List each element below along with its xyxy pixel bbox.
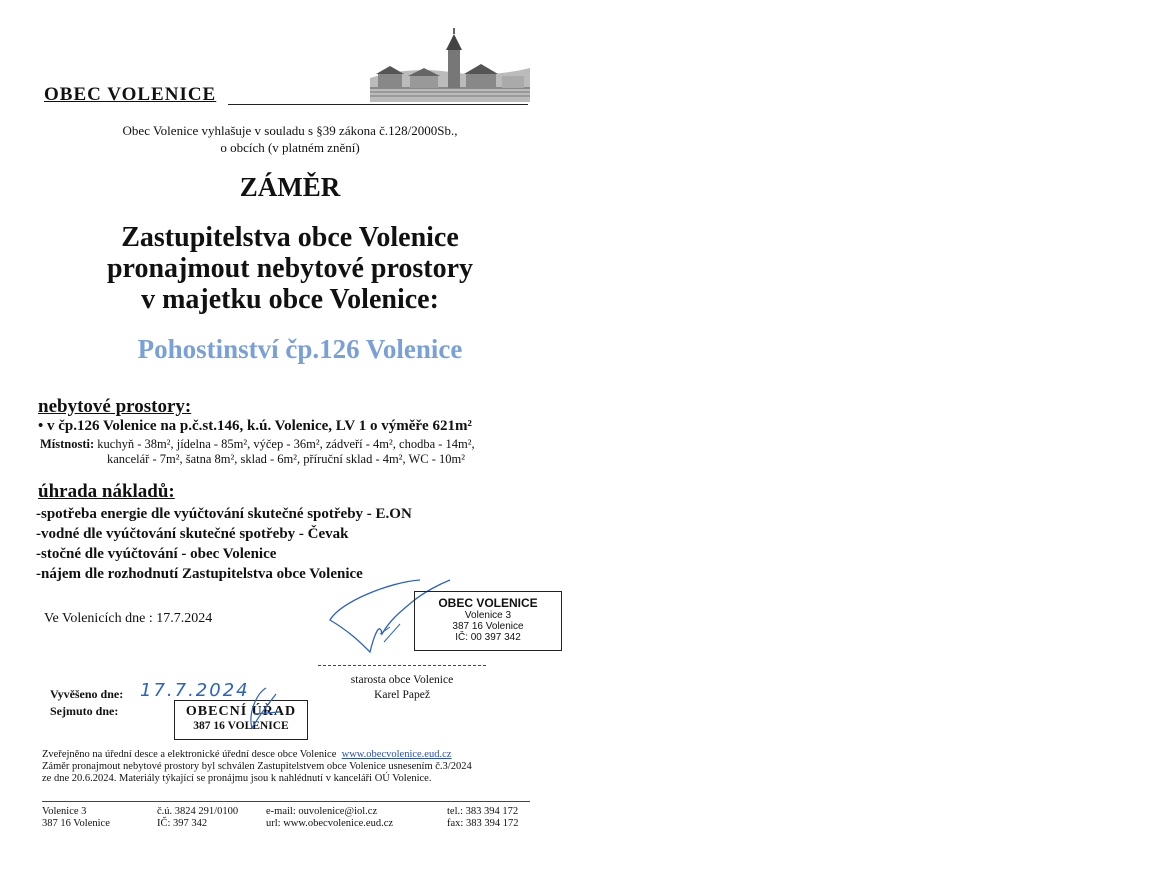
rooms-line-1: kuchyň - 38m², jídelna - 85m², výčep - 36m², zádveří - 4m², chodba - 14m²,	[97, 437, 475, 451]
footer-address	[42, 806, 110, 830]
intro-line-1: Obec Volenice vyhlašuje v souladu s §39 zákona č.128/2000Sb.,	[122, 123, 458, 138]
document-title: ZÁMĚR	[239, 172, 341, 202]
stamp-line-3: 387 16 Volenice	[452, 621, 524, 632]
spaces-heading: nebytové prostory:	[38, 396, 192, 417]
signature-initials	[236, 684, 286, 736]
notice-line-2: Záměr pronajmout nebytové prostory byl schválen Zastupitelstvem obce Volenice usnesením č.3/2024	[42, 761, 472, 772]
signatory-block	[318, 673, 486, 703]
footer-acct-1: č.ú. 3824 291/0100	[157, 806, 239, 817]
cost-item: -spotřeba energie dle vyúčtování skutečné spotřeby - E.ON	[36, 506, 412, 522]
cost-item: -stočné dle vyúčtování - obec Volenice	[36, 546, 277, 562]
footer-email: e-mail: ouvolenice@iol.cz	[266, 806, 378, 817]
office-stamp-line-2: 387 16 VOLENICE	[193, 720, 289, 732]
notice-line-1: Zveřejněno na úřední desce a elektronické úřední desce obce Volenice	[42, 749, 337, 760]
property-name: Pohostinství čp.126 Volenice	[137, 334, 463, 364]
footer-rule	[42, 801, 530, 802]
subtitle-line-1: Zastupitelstva obce Volenice	[121, 222, 459, 253]
rooms-list	[40, 437, 600, 467]
footer-acct-2: IČ: 397 342	[157, 818, 208, 829]
signatory-name: Karel Papež	[374, 689, 430, 701]
removed-label: Sejmuto dne:	[50, 704, 119, 718]
posted-label: Vyvěšeno dne:	[50, 687, 124, 701]
cost-item: -nájem dle rozhodnutí Zastupitelstva obce Volenice	[36, 566, 363, 582]
signature-line	[318, 665, 486, 666]
date-line: Ve Volenicích dne : 17.7.2024	[44, 611, 213, 626]
document-subtitle	[0, 222, 580, 315]
posted-date-handwritten: 17.7.2024	[140, 680, 250, 701]
village-church-illustration	[370, 28, 530, 102]
intro-line-2: o obcích (v platném znění)	[220, 140, 360, 155]
footer-addr-1: Volenice 3	[42, 806, 87, 817]
costs-heading: úhrada nákladů:	[38, 481, 175, 502]
rooms-label: Místnosti:	[40, 437, 95, 451]
rooms-line-2: kancelář - 7m², šatna 8m², sklad - 6m², příruční sklad - 4m², WC - 10m²	[107, 452, 466, 466]
publication-notice	[42, 749, 562, 785]
footer-phone	[447, 806, 518, 830]
footer-fax: fax: 383 394 172	[447, 818, 519, 829]
subtitle-line-3: v majetku obce Volenice:	[141, 284, 439, 315]
notice-line-3: ze dne 20.6.2024. Materiály týkající se pronájmu jsou k nahlédnutí v kanceláři OÚ Volenice.	[42, 773, 432, 784]
footer-account	[157, 806, 238, 830]
footer-contact	[266, 806, 393, 830]
org-name: OBEC VOLENICE	[44, 84, 217, 105]
municipal-stamp	[414, 591, 562, 651]
signatory-role: starosta obce Volenice	[350, 674, 454, 686]
footer-url: url: www.obecvolenice.eud.cz	[266, 818, 394, 829]
cost-item: -vodné dle vyúčtování skutečné spotřeby - Čevak	[36, 526, 349, 542]
spaces-bullet: • v čp.126 Volenice na p.č.st.146, k.ú. Volenice, LV 1 o výměře 621m²	[38, 418, 472, 434]
footer-addr-2: 387 16 Volenice	[42, 818, 110, 829]
subtitle-line-2: pronajmout nebytové prostory	[106, 253, 474, 284]
notice-url-link[interactable]: www.obecvolenice.eud.cz	[341, 749, 452, 760]
stamp-line-1: OBEC VOLENICE	[438, 596, 538, 610]
header-rule	[228, 104, 528, 105]
stamp-line-4: IČ: 00 397 342	[455, 632, 521, 643]
stamp-line-2: Volenice 3	[464, 610, 512, 621]
office-stamp-line-1: OBECNÍ ÚŘAD	[185, 704, 297, 719]
footer-tel: tel.: 383 394 172	[447, 806, 519, 817]
intro-text	[0, 122, 580, 156]
